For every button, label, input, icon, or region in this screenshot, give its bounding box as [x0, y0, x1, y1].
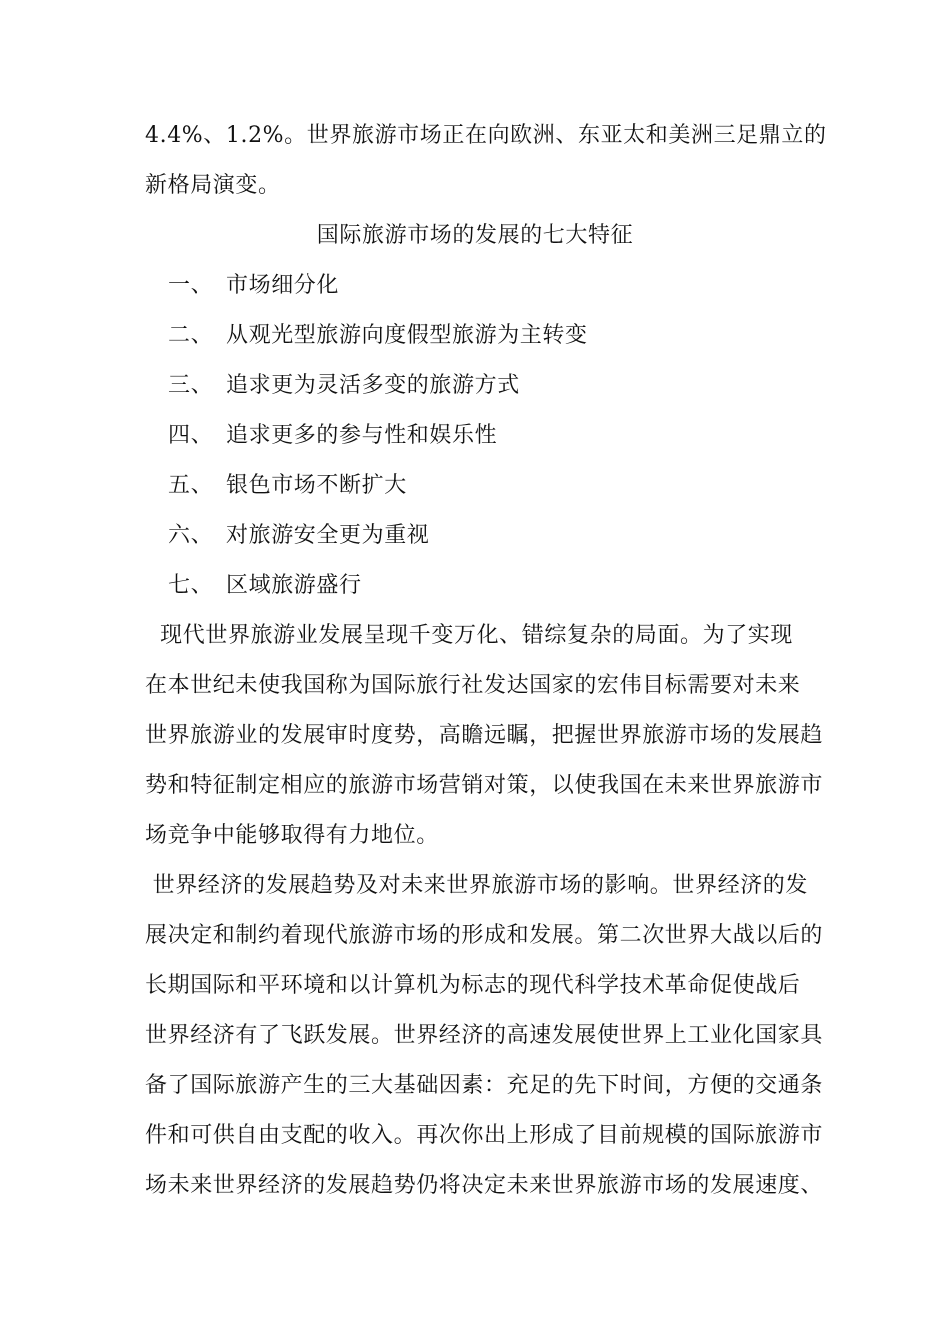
feature-text: 市场细分化: [226, 273, 340, 298]
paragraph2-line-2: 展决定和制约着现代旅游市场的形成和发展。第二次世界大战以后的: [145, 923, 824, 948]
feature-text: 银色市场不断扩大: [226, 473, 407, 498]
feature-number: 三、: [168, 373, 214, 398]
section-heading: 国际旅游市场的发展的七大特征: [316, 223, 634, 248]
paragraph1-line-2: 在本世纪未使我国称为国际旅行社发达国家的宏伟目标需要对未来: [145, 673, 801, 698]
feature-item-3: [168, 371, 520, 401]
paragraph1-line-5: 场竞争中能够取得有力地位。: [145, 823, 439, 848]
paragraph2-line-6: 件和可供自由支配的收入。再次你出上形成了目前规模的国际旅游市: [145, 1123, 824, 1148]
feature-item-1: [168, 271, 339, 301]
feature-item-2: [168, 321, 588, 351]
paragraph1-line-3: 世界旅游业的发展审时度势，高瞻远瞩，把握世界旅游市场的发展趋: [145, 723, 824, 748]
feature-item-5: [168, 471, 407, 501]
feature-number: 六、: [168, 523, 214, 548]
feature-text: 追求更多的参与性和娱乐性: [226, 423, 498, 448]
feature-item-6: [168, 521, 429, 551]
feature-number: 七、: [168, 573, 214, 598]
feature-number: 一、: [168, 273, 214, 298]
paragraph2-line-5: 备了国际旅游产生的三大基础因素：充足的先下时间，方便的交通条: [145, 1073, 824, 1098]
feature-number: 五、: [168, 473, 214, 498]
paragraph2-line-1: 世界经济的发展趋势及对未来世界旅游市场的影响。世界经济的发: [145, 873, 808, 898]
feature-item-7: [168, 571, 362, 601]
paragraph2-line-3: 长期国际和平环境和以计算机为标志的现代科学技术革命促使战后: [145, 973, 801, 998]
feature-text: 区域旅游盛行: [226, 573, 362, 598]
intro-line-2: 新格局演变。: [145, 173, 281, 198]
feature-text: 对旅游安全更为重视: [226, 523, 430, 548]
feature-text: 追求更为灵活多变的旅游方式: [226, 373, 520, 398]
paragraph1-line-4: 势和特征制定相应的旅游市场营销对策，以使我国在未来世界旅游市: [145, 773, 824, 798]
intro-line-1: 4.4%、1.2%。世界旅游市场正在向欧洲、东亚太和美洲三足鼎立的: [145, 123, 827, 148]
paragraph2-line-7: 场未来世界经济的发展趋势仍将决定未来世界旅游市场的发展速度、: [145, 1173, 824, 1198]
feature-item-4: [168, 421, 497, 451]
feature-text: 从观光型旅游向度假型旅游为主转变: [226, 323, 588, 348]
feature-number: 二、: [168, 323, 214, 348]
feature-number: 四、: [168, 423, 214, 448]
paragraph2-line-4: 世界经济有了飞跃发展。世界经济的高速发展使世界上工业化国家具: [145, 1023, 824, 1048]
paragraph1-line-1: 现代世界旅游业发展呈现千变万化、错综复杂的局面。为了实现: [145, 623, 793, 648]
